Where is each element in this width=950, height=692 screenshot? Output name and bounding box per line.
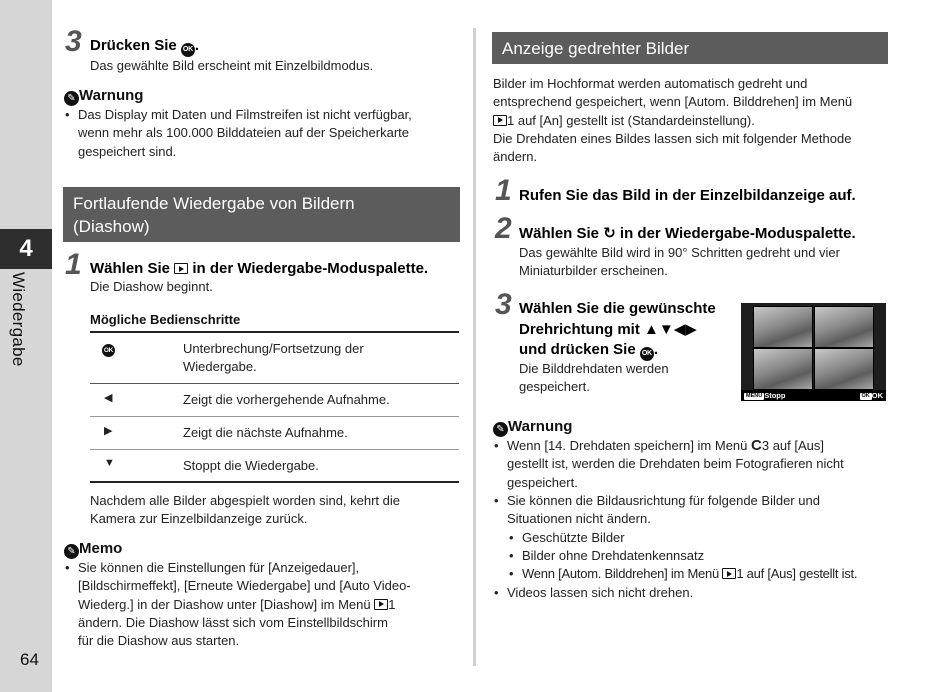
warning-icon: ✎ [64,91,79,106]
ops-key: ▼ [104,456,115,469]
after-ops-text [90,492,400,529]
step-title-text: Drücken Sie [90,37,181,54]
ops-desc: Stoppt die Wiedergabe. [183,457,319,473]
section-heading-line: (Diashow) [73,217,150,236]
step-title [519,224,856,244]
warning-icon: ✎ [493,422,508,437]
body-line: Das gewählte Bild wird in 90° Schritten gedreht und vier [519,245,840,260]
warning-line: Situationen nicht ändern. [507,511,651,527]
step-title-line: Wählen Sie die gewünschte [519,300,716,317]
rotation-preview-screenshot [741,303,886,401]
bullet-icon: • [494,585,499,600]
body-line: gespeichert. [519,379,590,395]
memo-text [65,559,411,650]
step-description: Das gewählte Bild erscheint mit Einzelbildmodus. [90,58,374,73]
preview-status-bar [741,390,886,401]
slideshow-icon [174,263,188,274]
warning-line: gespeichert sind. [78,143,177,159]
step-description: Die Diashow beginnt. [90,279,213,294]
step-title-line: Drehrichtung mit ▲▼◀▶ [519,320,697,338]
step-title: Rufen Sie das Bild in der Einzelbildanzeige auf. [519,187,856,204]
step-number: 3 [65,25,82,58]
warning-subitem [509,565,858,583]
stop-label: Stopp [764,391,786,400]
step-number: 2 [495,212,512,245]
thumbnail-image [753,348,813,390]
ops-heading: Mögliche Bedienschritte [90,312,241,327]
body-line: Die Bilddrehdaten werden [519,361,669,376]
warning-line [522,565,857,583]
ok-tag: OK [861,393,870,399]
table-row [90,333,459,383]
ops-key: ◀ [104,391,113,404]
warning-text [65,106,412,161]
stop-hint [744,390,785,401]
memo-line: ändern. Die Diashow lässt sich vom Einstellbildschirm [78,614,388,630]
body-line: Kamera zur Einzelbildanzeige zurück. [90,511,308,527]
bullet-icon: • [509,548,514,563]
bullet-icon: • [509,530,514,545]
step-title-text: Wählen Sie [90,260,175,277]
step-number: 3 [495,288,512,321]
bullet-icon: • [494,438,499,453]
ok-button-icon: OK [102,344,115,357]
warning-line: gestellt ist, werden die Drehdaten beim Fotografieren nicht [507,456,844,472]
warning-heading [493,418,572,437]
ops-desc: Zeigt die vorhergehende Aufnahme. [183,391,390,407]
intro-line [493,112,852,130]
intro-line: Die Drehdaten eines Bildes lassen sich mit folgender Methode [493,130,852,146]
memo-line: [Bildschirmeffekt], [Erneute Wiedergabe] und [Auto Video- [78,578,411,594]
step-title-text: Wählen Sie [519,225,604,242]
operations-table [90,333,459,483]
intro-line: entsprechend gespeichert, wenn [Autom. Bilddrehen] im Menü [493,94,853,110]
warning-heading [64,87,143,106]
table-row [90,383,459,416]
memo-line-text: Wiederg.] in der Diashow unter [Diashow] im Menü [78,596,375,612]
thumbnail-image [814,348,874,390]
body-line: Nachdem alle Bilder abgespielt worden sind, kehrt die [90,493,401,508]
warning-line: Sie können die Bildausrichtung für folgende Bilder und [507,493,820,508]
step-description [519,244,840,281]
warning-subitem [509,547,705,565]
step-number: 1 [495,174,512,207]
section-heading-rotation: Anzeige gedrehter Bilder [492,32,888,64]
playback-menu-icon [722,568,736,579]
step-title-text: und drücken Sie [519,341,640,358]
bullet-icon: • [509,566,514,581]
warning-line: Bilder ohne Drehdatenkennsatz [522,548,705,563]
memo-icon: ✎ [64,544,79,559]
menu-tag: MENU [746,393,763,399]
warning-heading-text: Warnung [79,87,144,104]
memo-line: für die Diashow aus starten. [78,633,240,649]
step-title [90,36,199,57]
ops-key: ▶ [104,424,113,437]
warning-line: Das Display mit Daten und Filmstreifen ist nicht verfügbar, [78,107,412,122]
ops-key [90,333,183,383]
playback-menu-icon [493,115,507,126]
ok-hint [860,390,884,401]
warning-line-text: 3 auf [Aus] [761,438,825,453]
warning-line-text: Wenn [14. Drehdaten speichern] im Menü [507,438,752,453]
warning-line: gespeichert. [507,474,578,490]
warning-line-text: Wenn [Autom. Bilddrehen] im Menü [522,566,723,581]
chapter-number: 4 [0,229,52,269]
step-title-end: . [653,341,659,358]
step-number: 1 [65,248,82,281]
section-heading-line: Fortlaufende Wiedergabe von Bildern [73,194,355,213]
warning-heading-text: Warnung [508,418,573,435]
memo-heading [64,540,122,559]
ops-desc [183,333,459,383]
ok-label: OK [871,391,883,400]
playback-menu-icon [374,599,388,610]
chapter-title: Wiedergabe [9,272,28,367]
step-description [519,360,669,397]
step-title-end: in der Wiedergabe-Moduspalette. [188,260,429,277]
warning-line: Geschützte Bilder [522,530,625,545]
step-title-end: . [194,37,200,54]
column-divider [473,28,476,666]
memo-heading-text: Memo [79,540,123,557]
warning-line: Videos lassen sich nicht drehen. [507,585,694,600]
body-line: Miniaturbilder erscheinen. [519,263,668,279]
warning-text [494,492,820,529]
ops-desc: Zeigt die nächste Aufnahme. [183,424,348,440]
intro-line: ändern. [493,149,538,165]
ok-button-icon: OK [640,347,654,361]
step-title [519,299,716,361]
thumbnail-image [814,306,874,348]
warning-line-text: 1 auf [Aus] gestellt ist. [736,566,858,581]
section-heading-diashow [63,187,460,242]
intro-line: Bilder im Hochformat werden automatisch gedreht und [493,76,808,91]
memo-line [78,596,411,614]
rotate-icon: ↻ [603,225,616,242]
bullet-icon: • [65,107,70,122]
warning-line: wenn mehr als 100.000 Bilddateien auf der Speicherkarte [78,125,409,141]
page-number: 64 [20,650,39,669]
memo-line: Sie können die Einstellungen für [Anzeigedauer], [78,560,360,575]
bullet-icon: • [494,493,499,508]
step-title-end: in der Wiedergabe-Moduspalette. [615,225,856,242]
menu-number: 1 [388,596,396,612]
warning-text [494,584,694,602]
table-row [90,449,459,482]
warning-text [494,437,844,492]
intro-text [493,75,852,166]
ok-button-icon: OK [181,43,195,57]
custom-menu-icon: C [751,437,762,454]
bullet-icon: • [65,560,70,575]
step-title-line [519,340,716,361]
warning-subitem [509,529,625,547]
table-row [90,416,459,449]
thumbnail-image [753,306,813,348]
ops-desc-line: Wiedergabe. [183,359,257,374]
warning-line [507,437,844,455]
intro-line-text: 1 auf [An] gestellt ist (Standardeinstellung). [507,112,755,128]
ops-desc-line: Unterbrechung/Fortsetzung der [183,341,364,356]
step-title [90,259,428,279]
